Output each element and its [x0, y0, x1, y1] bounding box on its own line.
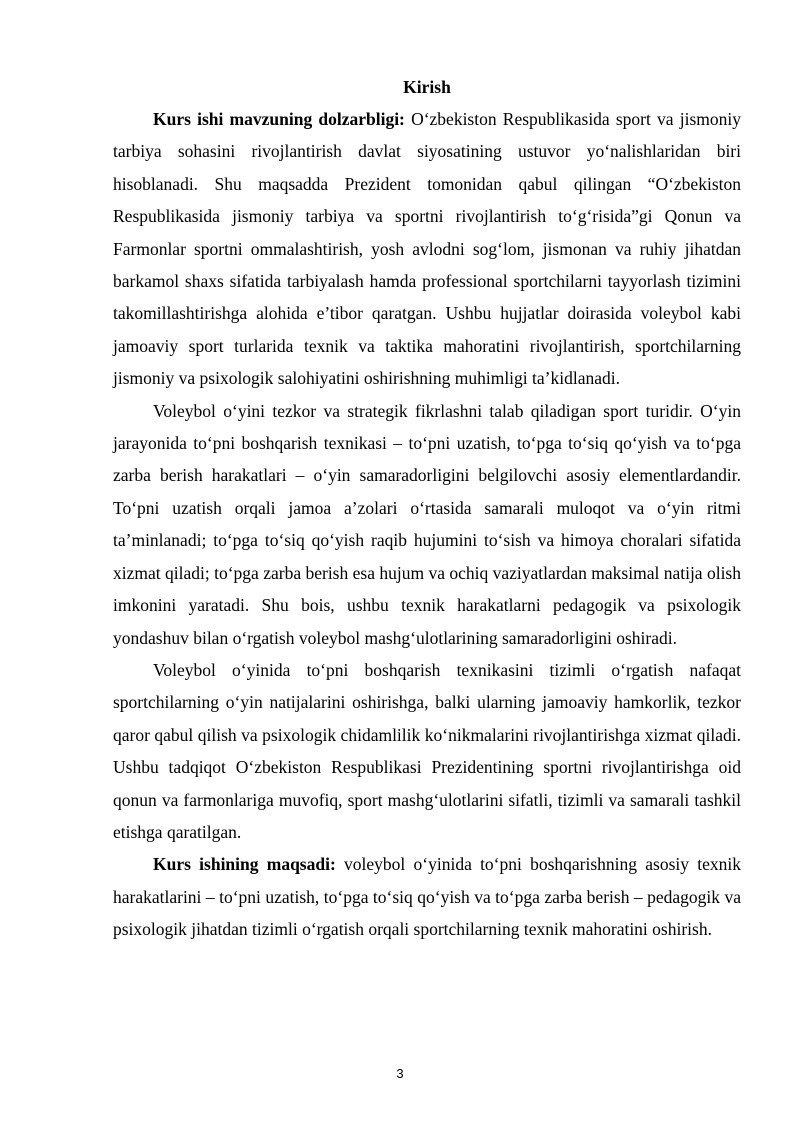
- paragraph-text: voleybol o‘yinida to‘pni boshqarishning asosiy texnik harakatlarini – to‘pni uzatish, to‘pga to‘siq qo‘yish va to‘pga zarba berish – pedagogik va psixologik jihatdan tizimli o‘rgatish orqali sportchilarning texnik mahoratini oshirish.: [113, 854, 742, 940]
- paragraph-lead: Kurs ishining maqsadi:: [153, 854, 336, 875]
- paragraph-relevance: [113, 103, 741, 395]
- paragraph-text: Voleybol o‘yinida to‘pni boshqarish texnikasini tizimli o‘rgatish nafaqat sportchilarning o‘yin natijalarini oshirishga, balki ularning jamoaviy hamkorlik, tezkor qaror qabul qilish va psixologik chidamlilik ko‘nikmalarini rivojlantirishga xizmat qiladi. Ushbu tadqiqot O‘zbekiston Respublikasi Prezidentining sportni rivojlantirishga oid qonun va farmonlariga muvofiq, sport mashg‘ulotlarini sifatli, tizimli va samarali tashkil etishga qaratilgan.: [113, 659, 741, 842]
- paragraph-systematic-training: [113, 654, 741, 848]
- paragraph-game-technique: [113, 395, 741, 654]
- page-number: 3: [396, 1066, 404, 1081]
- paragraph-text: O‘zbekiston Respublikasida sport va jismoniy tarbiya sohasini rivojlantirish davlat siyosatining ustuvor yo‘nalishlaridan biri hisoblanadi. Shu maqsadda Prezident tomonidan qabul qilingan “O‘zbekiston Respublikasida jismoniy tarbiya va sportni rivojlantirish to‘g‘risida”gi Qonun va Farmonlar sportni ommalashtirish, yosh avlodni sog‘lom, jismonan va ruhiy jihatdan barkamol shaxs sifatida tarbiyalash hamda professional sportchilarni tayyorlash tizimini takomillashtirishga alohida e’tibor qaratgan. Ushbu hujjatlar doirasida voleybol kabi jamoaviy sport turlarida texnik va taktika mahoratini rivojlantirish, sportchilarning jismoniy va psixologik salohiyatini oshirishning muhimligi ta’kidlanadi.: [113, 109, 741, 389]
- paragraph-text: Voleybol o‘yini tezkor va strategik fikrlashni talab qiladigan sport turidir. O‘yin jarayonida to‘pni boshqarish texnikasi – to‘pni uzatish, to‘pga to‘siq qo‘yish va to‘pga zarba berish harakatlari – o‘yin samaradorligini belgilovchi asosiy elementlardandir. To‘pni uzatish orqali jamoa a’zolari o‘rtasida samarali muloqot va o‘yin ritmi ta’minlanadi; to‘pga to‘siq qo‘yish raqib hujumini to‘sish va himoya choralari sifatida xizmat qiladi; to‘pga zarba berish esa hujum va ochiq vaziyatlardan maksimal natija olish imkonini yaratadi. Shu bois, ushbu texnik harakatlarni pedagogik va psixologik yondashuv bilan o‘rgatish voleybol mashg‘ulotlarining samaradorligini oshiradi.: [113, 400, 741, 648]
- document-body: [113, 71, 741, 946]
- paragraph-lead: Kurs ishi mavzuning dolzarbligi:: [153, 109, 405, 129]
- section-heading: Kirish: [403, 77, 451, 97]
- paragraph-goal: [113, 848, 741, 945]
